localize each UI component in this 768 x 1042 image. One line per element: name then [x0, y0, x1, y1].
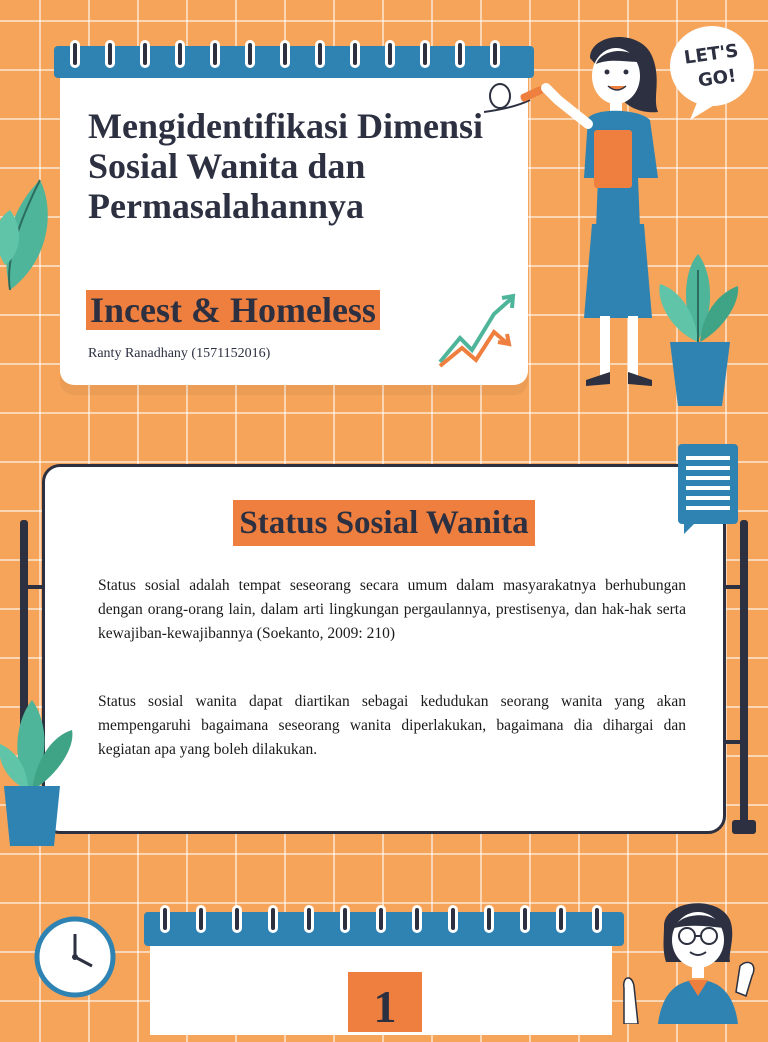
section-heading — [0, 500, 768, 546]
whiteboard-stand-bar-right-2 — [726, 740, 744, 744]
clock-icon — [34, 916, 116, 1003]
ring-icon — [592, 905, 602, 933]
paragraph-women-status: Status sosial wanita dapat diartikan sebagai kedudukan seorang wanita yang akan mempengaruhi bagaimana seseorang wanita diperlakukan, bagaimana dia dihargai dan kegiatan apa yang boleh dilakukan. — [98, 693, 686, 758]
ring-icon — [196, 905, 206, 933]
ring-icon — [160, 905, 170, 933]
whiteboard-stand-right — [740, 520, 748, 830]
subtitle-highlight — [86, 288, 380, 332]
section-title-text: Status Sosial Wanita — [233, 500, 534, 546]
ring-icon — [376, 905, 386, 933]
woman-with-glasses-illustration — [618, 896, 768, 1029]
ring-icon — [484, 905, 494, 933]
whiteboard-stand-bar-left-1 — [24, 585, 42, 589]
ring-icon — [412, 905, 422, 933]
speech-bubble-line-2: GO! — [696, 65, 738, 92]
ring-icon — [455, 40, 465, 68]
author-name: Ranty Ranadhany (1571152016) — [88, 346, 271, 361]
potted-plant-top-right — [650, 250, 750, 415]
ring-icon — [340, 905, 350, 933]
ring-icon — [140, 40, 150, 68]
slide-number-box — [348, 972, 422, 1032]
ring-icon — [245, 40, 255, 68]
ring-icon — [520, 905, 530, 933]
presentation-title: Mengidentifikasi Dimensi Sosial Wanita dan Permasalahannya — [88, 106, 484, 226]
ring-icon — [280, 40, 290, 68]
paragraph-definition: Status sosial adalah tempat seseorang secara umum dalam masyarakatnya berhubungan dengan orang-orang lain, dalam arti lingkungan pergaulannya, prestisenya, dan hak-hak serta kewajiban-kewajibannya (Soekanto, 2009: 210) — [98, 577, 686, 642]
speech-bubble-line-1: LET'S — [682, 40, 740, 69]
ring-icon — [232, 905, 242, 933]
ring-icon — [556, 905, 566, 933]
ring-icon — [490, 40, 500, 68]
ring-icon — [105, 40, 115, 68]
ring-icon — [420, 40, 430, 68]
whiteboard-stand-bar-right-1 — [726, 585, 744, 589]
ring-icon — [304, 905, 314, 933]
subtitle-text: Incest & Homeless — [86, 290, 380, 330]
ring-icon — [175, 40, 185, 68]
potted-plant-left — [0, 690, 80, 855]
whiteboard-stand-foot — [732, 820, 756, 834]
ring-icon — [70, 40, 80, 68]
slide-number: 1 — [373, 981, 397, 1032]
trend-arrows-icon — [436, 292, 520, 377]
ring-icon — [315, 40, 325, 68]
ring-icon — [350, 40, 360, 68]
ring-icon — [448, 905, 458, 933]
ring-icon — [385, 40, 395, 68]
ring-icon — [210, 40, 220, 68]
ring-icon — [268, 905, 278, 933]
